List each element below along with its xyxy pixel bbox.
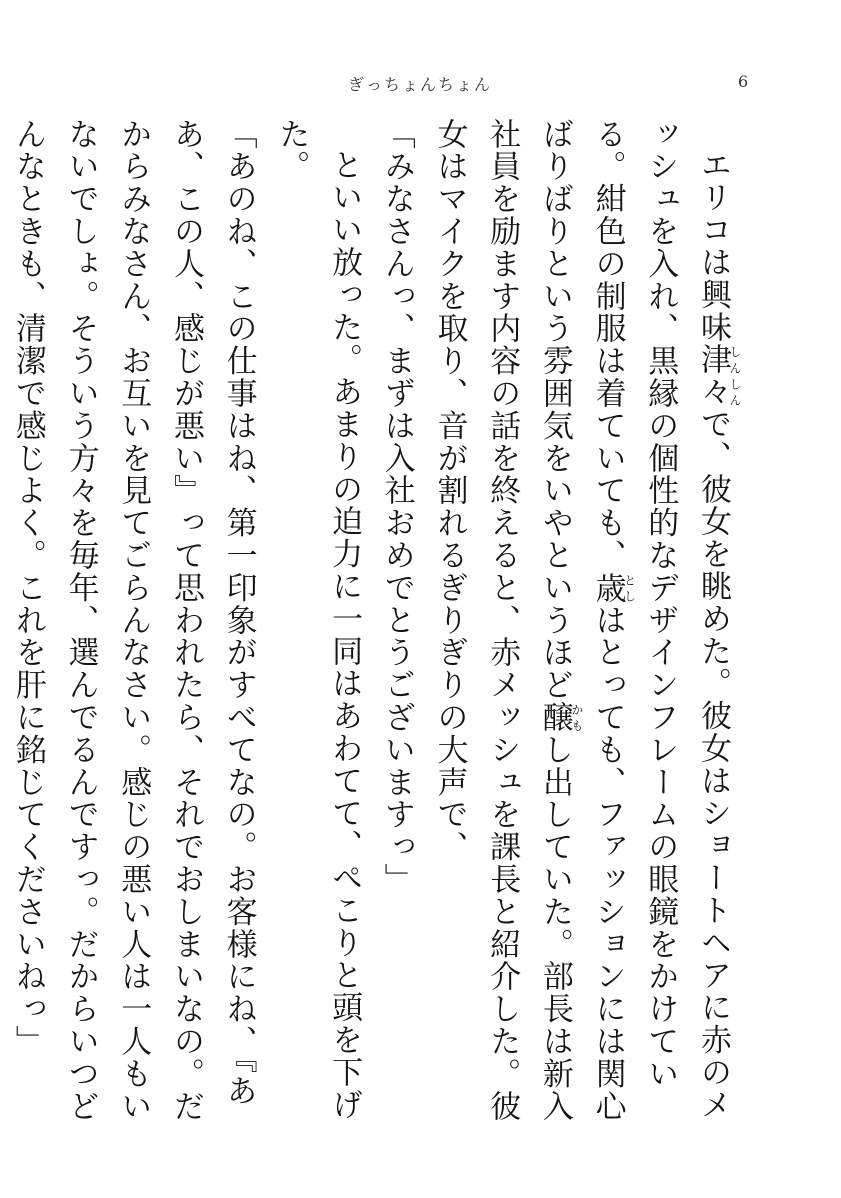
ruby-base: 醸: [536, 701, 573, 734]
paragraph-5: [0, 118, 1, 1138]
paragraph-2-dialogue: 「みなさんっ、まずは入社おめでとうございますっ」: [378, 118, 415, 896]
paragraph-4-dialogue: 「あのね、この仕事はね、第一印象がすべてなの。お客様にね、『ああ、この人、感じが悪い』って思われたら、それでおしまいなの。だからみなさん、お互いを見てごらんなさい。感じの悪い人は一人もいないでしょ。そういう方々を毎年、選んでるんですっ。だからいつどんなときも、清潔で感じよく。これを肝に銘じてくださいねっ」: [9, 118, 257, 1123]
text-run: で、彼女を眺めた。彼女はショートヘアに赤のメッシュを入れ、黒縁の個性的なデザインフレームの眼鏡をかけている。紺色の制服は着ていても、: [589, 118, 731, 1122]
text-run: はとっても、ファッションには関心ばりばりという雰囲気をいやというほど: [536, 118, 626, 1123]
ruby-base: 津々: [695, 343, 731, 409]
ruby-reading: しんしん: [728, 343, 742, 409]
text-run: エリコは興味: [695, 149, 731, 344]
ruby-shinshin: [695, 343, 742, 409]
ruby-reading: かも: [569, 701, 584, 734]
paragraph-3: といい放った。あまりの迫力に一同はあわてて、ぺこりと頭を下げた。: [273, 118, 363, 1121]
page-number: 6: [738, 72, 749, 91]
paragraph-1: [423, 118, 741, 1138]
running-title: ぎっちょんちょん: [347, 75, 492, 94]
ruby-toshi: [589, 571, 637, 605]
vertical-body-text: [9, 118, 742, 1138]
ruby-kamo: [536, 701, 584, 734]
text-run: し出していた。部長は新入社員を励ます内容の話を終えると、赤メッシュを課長と紹介した。彼女はマイクを取り、音が割れるぎりぎりの大声で、: [431, 118, 573, 1123]
ruby-reading: とし: [622, 571, 637, 604]
ruby-base: 歳: [589, 571, 626, 605]
